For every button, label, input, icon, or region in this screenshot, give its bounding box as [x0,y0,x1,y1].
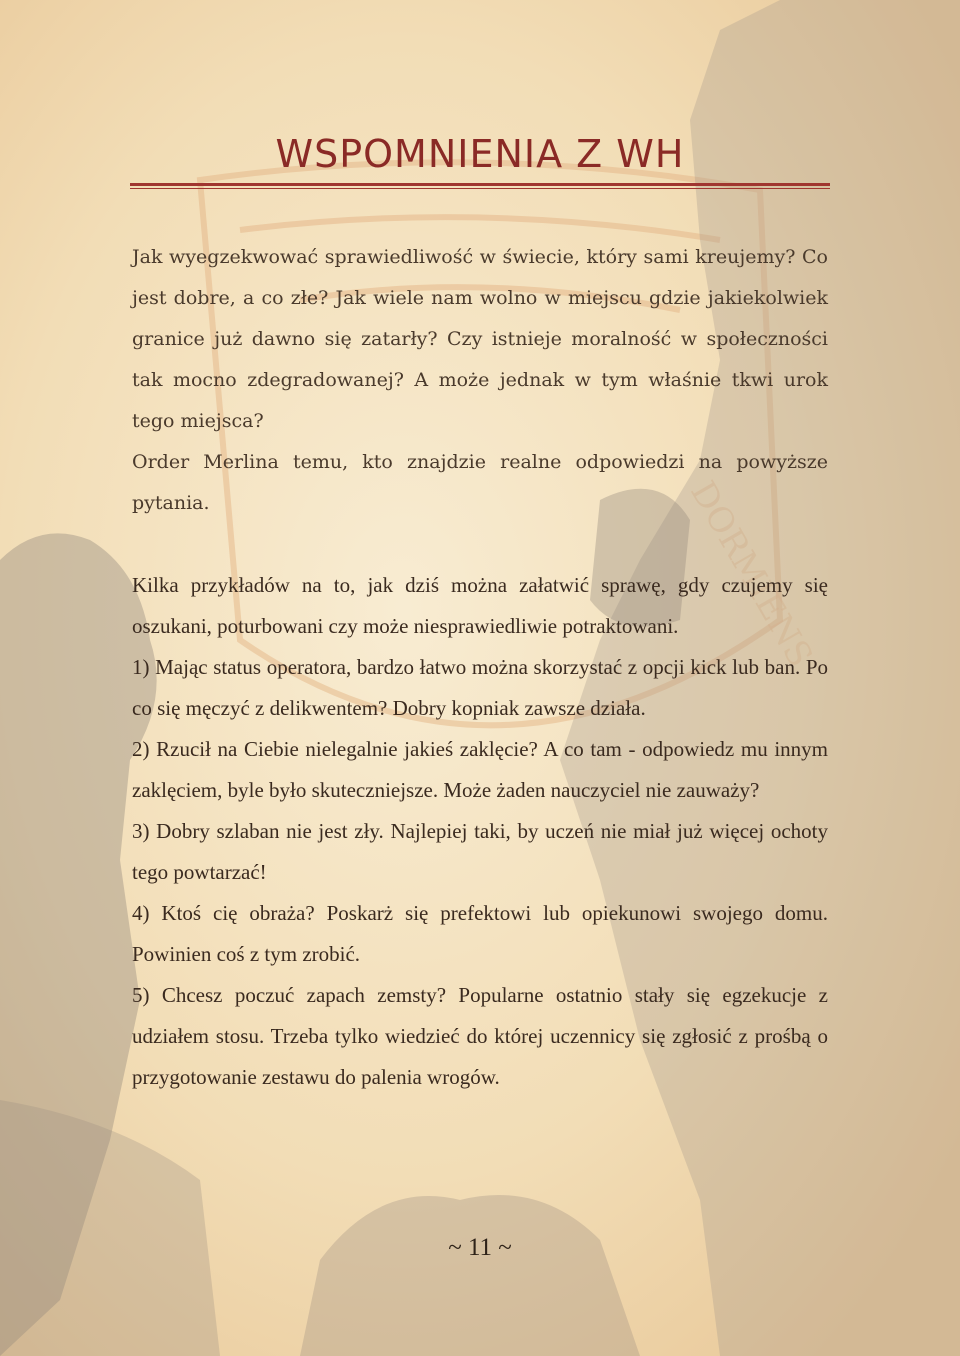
page-number: ~ 11 ~ [448,1234,512,1261]
example-item-4: 4) Ktoś cię obraża? Poskarż się prefektowi lub opiekunowi swojego domu. Powinien coś z tym zrobić. [132,901,828,966]
intro-section [132,237,828,524]
examples-lead: Kilka przykładów na to, jak dziś można załatwić sprawę, gdy czujemy się oszukani, poturbowani czy może niesprawiedliwie potraktowani. [132,573,828,638]
title-rule-thick [130,183,830,186]
example-item-2: 2) Rzucił na Ciebie nielegalnie jakieś zaklęcie? A co tam - odpowiedz mu innym zaklęciem, byle było skuteczniejsze. Może żaden nauczyciel nie zauważy? [132,737,828,802]
examples-section [132,565,828,1098]
intro-paragraph-2: Order Merlina temu, kto znajdzie realne odpowiedzi na powyższe pytania. [132,451,828,514]
page-title: WSPOMNIENIA Z WH [275,132,685,176]
example-item-1: 1) Mając status operatora, bardzo łatwo można skorzystać z opcji kick lub ban. Po co się męczyć z delikwentem? Dobry kopniak zawsze działa. [132,655,828,720]
svg-text:DORMIENS: DORMIENS [682,474,821,674]
title-rule-thin [130,188,830,189]
example-item-5: 5) Chcesz poczuć zapach zemsty? Popularne ostatnio stały się egzekucje z udziałem stosu. Trzeba tylko wiedzieć do której uczennicy się zgłosić z prośbą o przygotowanie zestawu do palenia wrogów. [132,983,828,1089]
intro-paragraph-1: Jak wyegzekwować sprawiedliwość w świecie, który sami kreujemy? Co jest dobre, a co złe? Jak wiele nam wolno w miejscu gdzie jakiekolwiek granice już dawno się zatarły? Czy istnieje moralność w społeczności tak mocno zdegradowanej? A może jednak w tym właśnie tkwi urok tego miejsca? [132,246,828,432]
example-item-3: 3) Dobry szlaban nie jest zły. Najlepiej taki, by uczeń nie miał już więcej ochoty tego powtarzać! [132,819,828,884]
